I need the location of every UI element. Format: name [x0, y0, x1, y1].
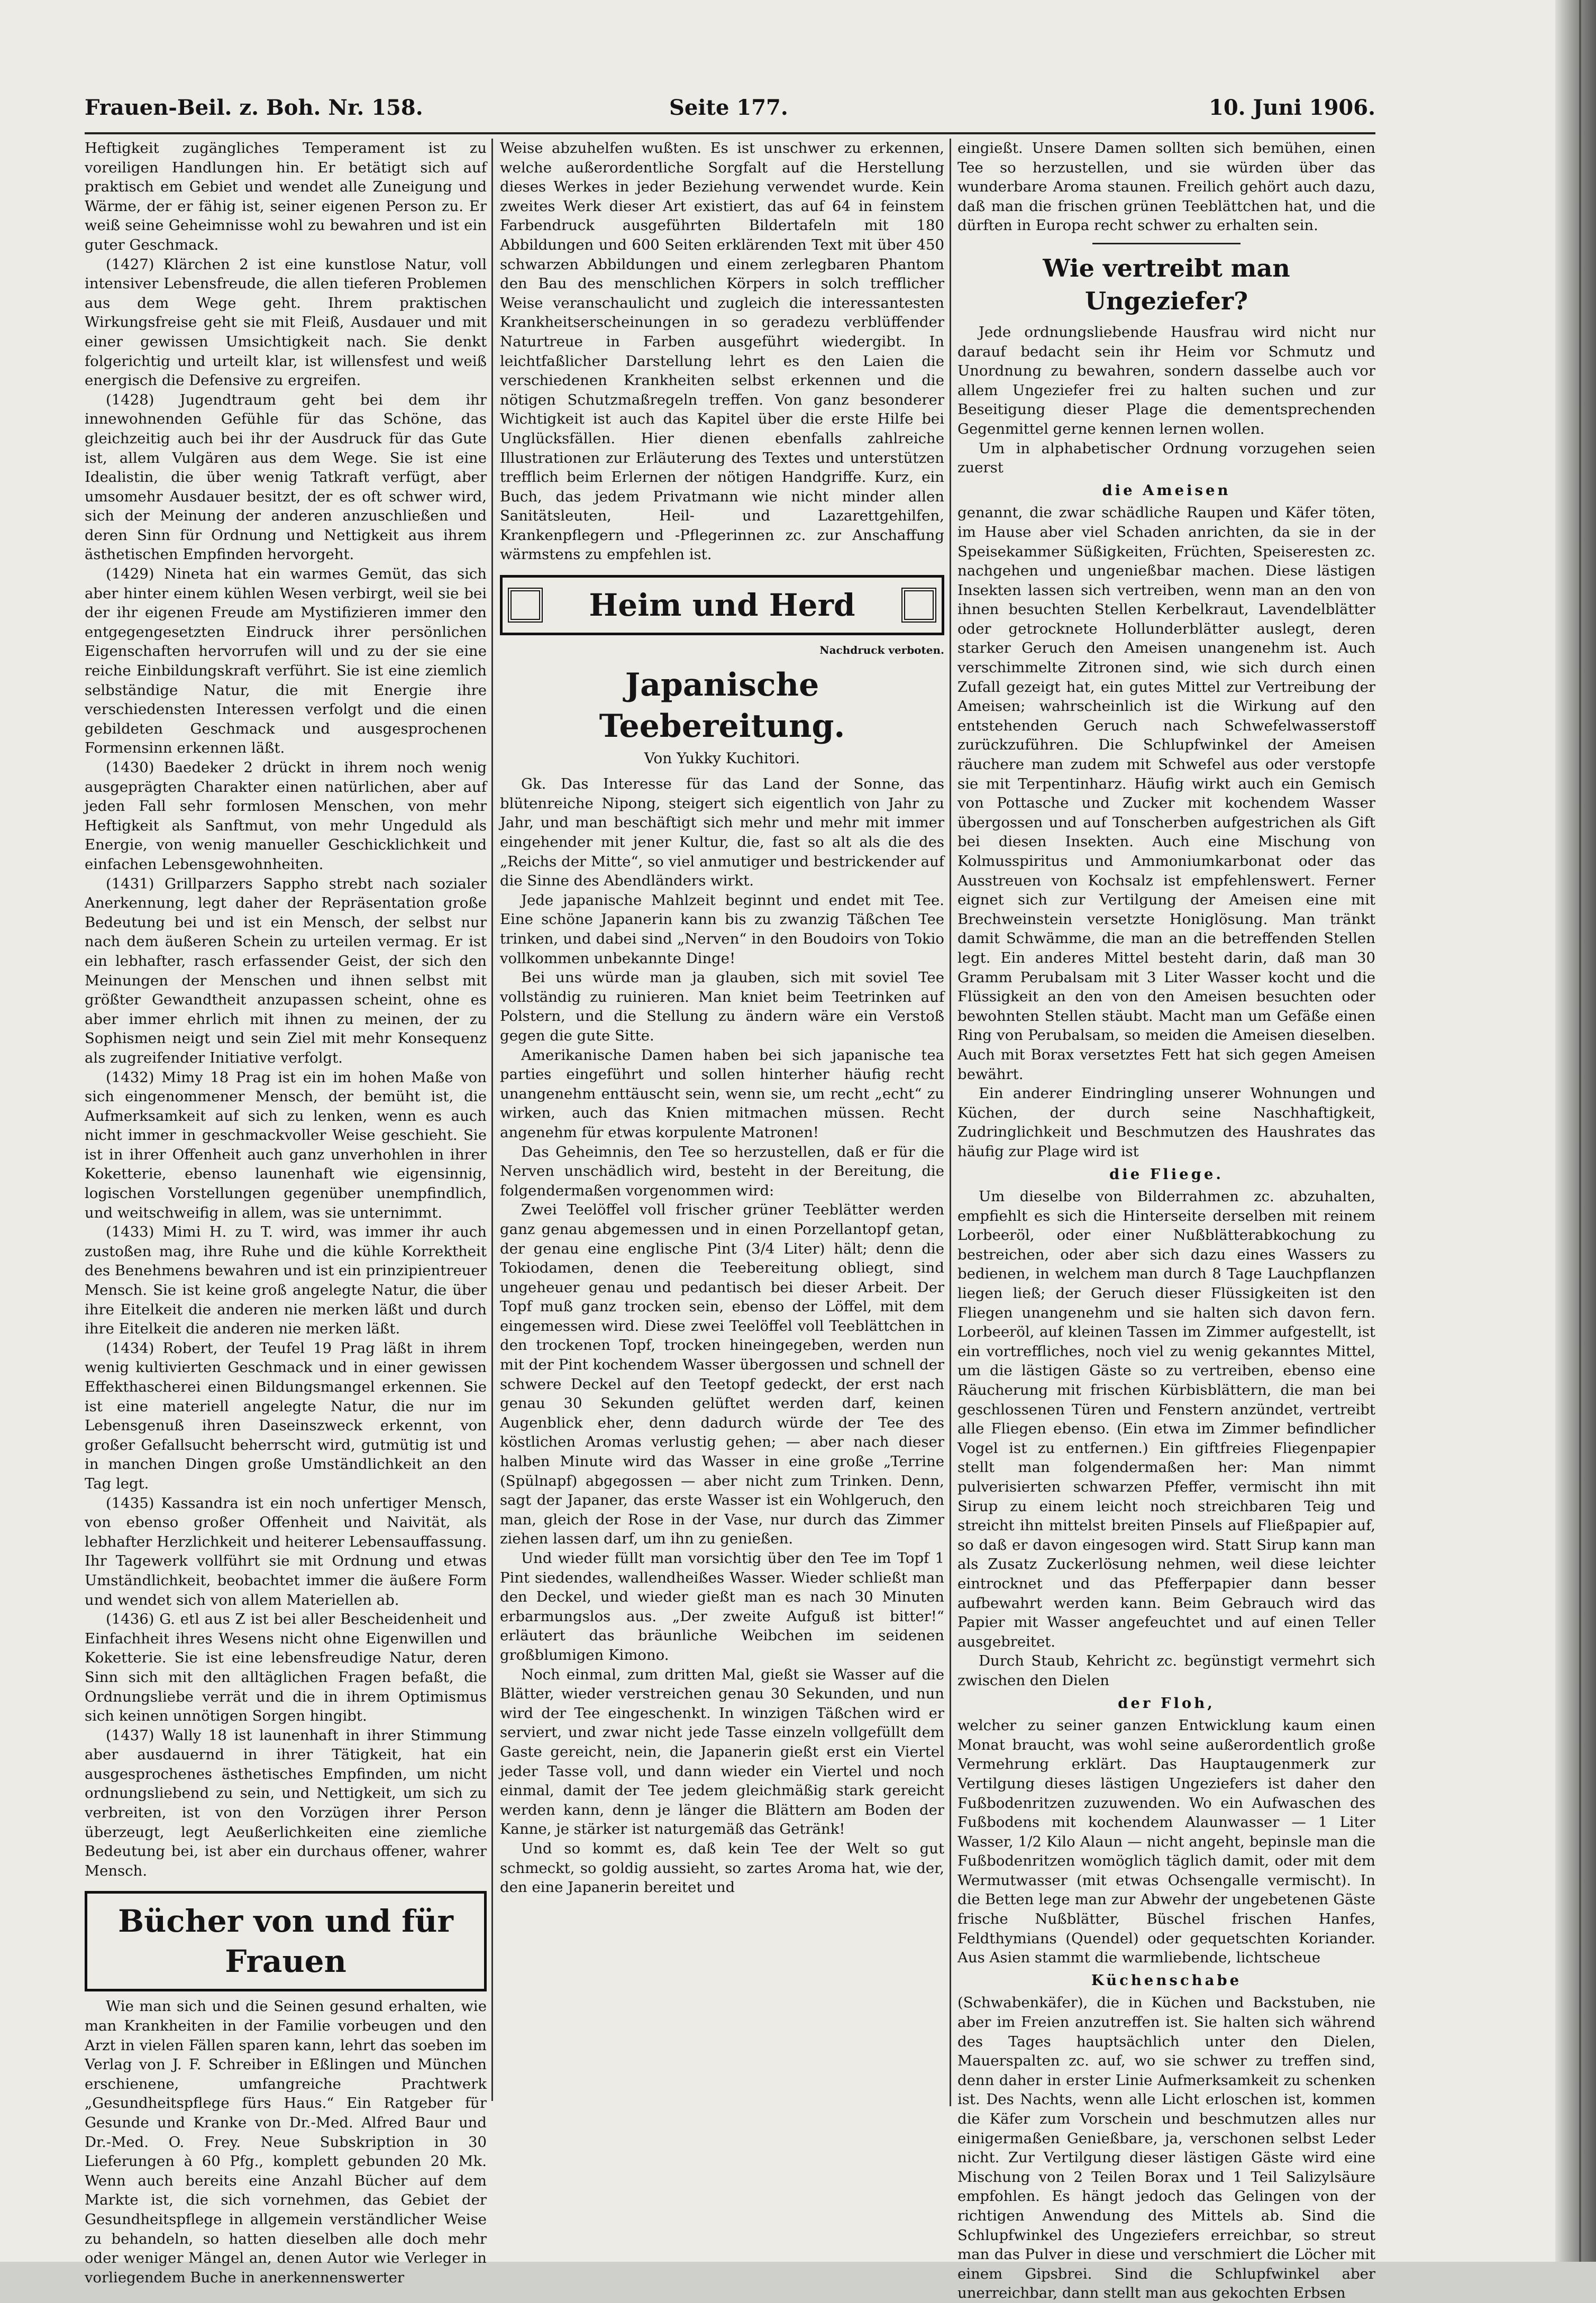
ornament-icon — [508, 588, 543, 623]
paragraph: (1431) Grillparzers Sappho strebt nach sozialer Anerkennung, legt daher der Repräsentation große Bedeutung bei und ist ein Mensch, der selbst nur nach dem äußeren Schein zu urteilen vermag. Er ist ein lebhafter, rasch erfassender Geist, der sich den Meinungen der Menschen und ihnen selbst mit größter Gewandtheit anzupassen scheint, ohne es aber immer ehrlich mit ihnen zu meinen, der zu Sophismen neigt und sein Ziel mit mehr Konsequenz als zugreifender Initiative verfolgt. — [85, 875, 487, 1066]
divider — [1092, 243, 1241, 244]
paragraph: Ein anderer Eindringling unserer Wohnungen und Küchen, der durch seine Naschhaftigkeit, Zudringlichkeit und Beschmutzen des Haushrates das häufig zur Plage wird ist — [957, 1085, 1375, 1160]
header-date: 10. Juni 1906. — [1209, 95, 1375, 120]
paragraph: Wie man sich und die Seinen gesund erhalten, wie man Krankheiten in der Familie vorbeugen und den Arzt in vielen Fällen sparen kann, lehrt das soeben im Verlag von J. F. Schreiber in Eßlingen und München erschienene, umfangreiche Prachtwerk „Gesundheitspflege fürs Haus.“ Ein Ratgeber für Gesunde und Kranke von Dr.-Med. Alfred Baur und Dr.-Med. O. Frey. Neue Subskription in 30 Lieferungen à 60 Pfg., komplett gebunden 20 Mk. Wenn auch bereits eine Anzahl Bücher auf dem Markte ist, die sich vornehmen, das Gebiet der Gesundheitspflege in allgemein verständlicher Weise zu behandeln, so hatten dieselben alle doch mehr oder weniger Mängel an, denen Autor wie Verleger in vorliegendem Buche in anerkennenswerter — [85, 1998, 487, 2286]
section-banner-books — [85, 1891, 487, 1991]
paragraph: welcher zu seiner ganzen Entwicklung kaum einen Monat braucht, was wohl seine außerordentlich große Vermehrung erklärt. Das Hauptaugenmerk zur Vertilgung dieses lästigen Ungeziefers ist daher den Fußbodenritzen zuzuwenden. Wo ein Aufwaschen des Fußbodens mit kochendem Alaunwasser — 1 Liter Wasser, 1/2 Kilo Alaun — nicht angeht, bepinsle man die Fußbodenritzen womöglich täglich damit, oder mit dem Wermutwasser (mit etwas Ochsengalle vermischt). In die Betten lege man zur Abwehr der ungebetenen Gäste frische Nußblätter, Büschel frischen Hanfes, Feldthymians (Quendel) oder gequetschten Koriander. Aus Asien stammt die warmliebende, lichtscheue — [957, 1717, 1375, 1967]
paragraph: Um in alphabetischer Ordnung vorzugehen seien zuerst — [957, 440, 1375, 477]
paragraph: Noch einmal, zum dritten Mal, gießt sie Wasser auf die Blätter, wieder verstreichen genau 30 Sekunden, und nun wird der Tee eingeschenkt. In winzigen Täßchen wird er serviert, und zwar nicht jede Tasse einzeln vollgefüllt dem Gaste gereicht, nein, die Japanerin gießt erst ein Viertel jeder Tasse voll, und dann wieder ein Viertel und noch einmal, damit der Tee jedem gleichmäßig stark gereicht werden kann, denn je länger die Blättern am Boden der Kanne, je stärker ist naturgemäß das Getränk! — [500, 1666, 944, 1838]
column-1 — [85, 139, 487, 2286]
subheading: der Floh, — [1118, 1694, 1215, 1712]
paragraph: (1434) Robert, der Teufel 19 Prag läßt in ihrem wenig kultivierten Geschmack und in einer gewissen Effekthascherei einen Bildungsmangel erkennen. Sie ist eine materiell angelegte Natur, die nur im Lebensgenuß ihren Daseinszweck erkennt, von großer Gefallsucht beherrscht wird, gutmütig ist und in manchen Dingen große Umständlichkeit an den Tag legt. — [85, 1339, 487, 1492]
column-separator — [950, 139, 951, 2106]
scan-shadow — [1555, 0, 1596, 2262]
header-rule — [85, 132, 1375, 134]
paragraph: (1430) Baedeker 2 drückt in ihrem noch wenig ausgeprägten Charakter einen natürlichen, aber auf jeden Fall sehr formlosen Menschen, von mehr Heftigkeit als Sanftmut, von mehr Ungeduld als Energie, von wenig manueller Geschicklichkeit und einfachen Lebensgewohnheiten. — [85, 759, 487, 873]
article-byline: Von Yukky Kuchitori. — [644, 749, 800, 767]
paragraph: Zwei Teelöffel voll frischer grüner Teeblätter werden ganz genau abgemessen und in einen Porzellantopf getan, der genau eine englische Pint (3/4 Liter) hält; denn die Tokiodamen, denen die Teebereitung obliegt, sind ungeheuer genau und pedantisch bei dieser Arbeit. Der Topf muß ganz trocken sein, ebenso der Löffel, mit dem eingemessen wird. Diese zwei Teelöffel voll Teeblättchen in den trockenen Topf, trocken hineingegeben, werden nun mit der Pint kochendem Wasser übergossen und schnell der schwere Deckel auf den Teetopf gedeckt, der erst nach genau 30 Sekunden gelüftet werden darf, keinen Augenblick eher, denn dadurch würde der Tee des köstlichen Aromas verlustig gehen; — aber nach dieser halben Minute wird das Wasser in eine große „Terrine (Spülnapf) abgegossen — aber nicht zum Trinken. Denn, sagt der Japaner, das erste Wasser ist ein Wohlgeruch, den man, gleich der Rose in der Vase, nur durch das Zimmer ziehen lassen darf, um ihn zu genießen. — [500, 1201, 944, 1548]
paragraph: Heftigkeit zugängliches Temperament ist zu voreiligen Handlungen hin. Er betätigt sich auf praktisch em Gebiet und wendet alle Zuneigung und Wärme, der er fähig ist, seiner eigenen Person zu. Er weiß seine Geheimnisse wohl zu bewahren und ist ein guter Geschmack. — [85, 140, 487, 253]
banner-title: Heim und Herd — [589, 587, 855, 624]
paragraph: eingießt. Unsere Damen sollten sich bemühen, einen Tee so herzustellen, und sie würden über das wunderbare Aroma staunen. Freilich gehört auch dazu, daß man die frischen grünen Teeblättchen hat, und die dürften in Europa recht schwer zu erhalten sein. — [957, 140, 1375, 234]
paragraph: (1427) Klärchen 2 ist eine kunstlose Natur, voll intensiver Lebensfreude, die allen tieferen Problemen aus dem Wege geht. Ihrem praktischen Wirkungsfreise geht sie mit Fleiß, Ausdauer und mit einer gewissen Umsichtigkeit nach. Sie denkt folgerichtig und urteilt klar, ist willensfest und weiß energisch die Defensive zu ergreifen. — [85, 255, 487, 389]
paragraph: Weise abzuhelfen wußten. Es ist unschwer zu erkennen, welche außerordentliche Sorgfalt auf die Herstellung dieses Werkes in jeder Beziehung verwendet wurde. Kein zweites Werk dieser Art existiert, das auf 64 in feinstem Farbendruck ausgeführten Bildertafeln mit 180 Abbildungen und 600 Seiten erklärenden Text mit über 450 schwarzen Abbildungen und einem zerlegbaren Phantom den Bau des menschlichen Körpers in solch trefflicher Weise veranschaulicht und zugleich die interessantesten Krankheitserscheinungen in so geradezu verblüffender Naturtreue in Farben ausgeführt wiedergibt. In leichtfaßlicher Darstellung lehrt es den Laien die verschiedenen Krankheiten selbst erkennen und die nötigen Schutzmaßregeln treffen. Von ganz besonderer Wichtigkeit ist auch das Kapitel über die erste Hilfe bei Unglücksfällen. Hier dienen ebenfalls zahlreiche Illustrationen zur Erläuterung des Textes und unterstützen trefflich beim Erlernen der nötigen Handgriffe. Kurz, ein Buch, das jedem Privatmann wie nicht minder allen Sanitätsleuten, Heil- und Lazarettgehilfen, Krankenpflegern und -Pflegerinnen zc. zur Anschaffung wärmstens zu empfehlen ist. — [500, 140, 944, 563]
column-2 — [500, 139, 944, 2117]
column-3 — [957, 139, 1375, 2302]
paragraph: Jede ordnungsliebende Hausfrau wird nicht nur darauf bedacht sein ihr Heim vor Schmutz und Unordnung zu bewahren, sondern dasselbe auch vor allem Ungeziefer frei zu halten suchen und zur Beseitigung dieser Plage die dementsprechenden Gegenmittel gerne kennen lernen wollen. — [957, 323, 1375, 437]
article-headline: Wie vertreibt man Ungeziefer? — [1043, 253, 1290, 315]
paragraph: (1432) Mimy 18 Prag ist ein im hohen Maße von sich eingenommener Mensch, der bemüht ist, die Aufmerksamkeit auf sich zu lenken, wenn es auch nicht immer in geschmackvoller Weise geschieht. Sie ist in ihrer Offenheit auch ganz unverhohlen in ihrer Koketterie, ebenso launenhaft wie eigensinnig, logischen Vorstellungen gegenüber unempfindlich, und weitschweifig in allem, was sie unternimmt. — [85, 1068, 487, 1221]
paragraph: Bei uns würde man ja glauben, sich mit soviel Tee vollständig zu ruinieren. Man kniet beim Teetrinken auf Polstern, und die Stellung zu ändern wäre ein Verstoß gegen die gute Sitte. — [500, 969, 944, 1044]
paragraph: Das Geheimnis, den Tee so herzustellen, daß er für die Nerven unschädlich wird, besteht in der Bereitung, die folgendermaßen vorgenommen wird: — [500, 1143, 944, 1199]
paragraph: Gk. Das Interesse für das Land der Sonne, das blütenreiche Nipong, steigert sich eigentlich von Jahr zu Jahr, und man beschäftigt sich mehr und mehr mit immer eingehender mit jener Kultur, die, fast so alt als die des „Reichs der Mitte“, so viel anmutiger und bestrickender auf die Sinne des Abendländers wirkt. — [500, 775, 944, 890]
reprint-notice: Nachdruck verboten. — [819, 644, 944, 657]
article-headline: Japanische Teebereitung. — [599, 666, 845, 745]
scan-edge — [1579, 0, 1581, 2262]
subheading: die Ameisen — [1102, 481, 1231, 499]
section-banner-heim-und-herd — [500, 575, 944, 635]
banner-title: Bücher von und für Frauen — [118, 1903, 453, 1980]
paragraph: Amerikanische Damen haben bei sich japanische tea parties eingeführt und sollen hinterher häufig recht unangenehm enttäuscht sein, wenn sie, um recht „echt“ zu wirken, auch das Knien mitmachen müssen. Recht angenehm für etwas korpulente Matronen! — [500, 1046, 944, 1141]
paragraph: Und wieder füllt man vorsichtig über den Tee im Topf 1 Pint siedendes, wallendheißes Wasser. Wieder schließt man den Deckel, und wieder gießt man es nach 30 Minuten erbarmungslos aus. „Der zweite Aufguß ist bitter!“ erläutert das bräunliche Weibchen im seidenen großblumigen Kimono. — [500, 1550, 944, 1664]
paragraph: Um dieselbe von Bilderrahmen zc. abzuhalten, empfiehlt es sich die Hinterseite derselben mit reinem Lorbeeröl, oder einer Nußblätterabkochung zu bestreichen, oder aber sich dazu eines Wassers zu bedienen, in welchem man durch 8 Tage Lauchpflanzen liegen ließ; der Geruch dieser Flüssigkeiten ist den Fliegen unangenehm und sie halten sich davon fern. Lorbeeröl, auf kleinen Tassen im Zimmer aufgestellt, ist ein vortreffliches, noch viel zu wenig gekanntes Mittel, um die lästigen Gäste so zu vertreiben, ebenso eine Räucherung mit frischen Kürbisblättern, die man bei geschlossenen Türen und Fenstern anzündet, vertreibt alle Fliegen ebenso. (Ein etwa im Zimmer befindlicher Vogel ist zu entfernen.) Ein giftfreies Fliegenpapier stellt man folgendermaßen her: Man nimmt pulverisierten schwarzen Pfeffer, vermischt ihn mit Sirup zu einem leicht noch streichbaren Teig und streicht ihn mittelst breiten Pinsels auf Fließpapier auf, so daß er davon eingesogen wird. Statt Sirup kann man als Zusatz Zuckerlösung nehmen, weil diese leichter eintrocknet und das Pfefferpapier dann besser aufbewahrt werden kann. Beim Gebrauch wird das Papier mit Wasser angefeuchtet und auf einen Teller ausgebreitet. — [957, 1188, 1375, 1650]
paragraph: (Schwabenkäfer), die in Küchen und Backstuben, nie aber im Freien anzutreffen ist. Sie halten sich während des Tages hauptsächlich unter den Dielen, Mauerspalten zc. auf, wo sie schwer zu treffen sind, denn daher in erster Linie Aufmerksamkeit zu schenken ist. Des Nachts, wenn alle Licht erloschen ist, kommen die Käfer zum Vorschein und beschmutzen alles nur einigermaßen Genießbare, ja, verschonen selbst Leder nicht. Zur Vertilgung dieser lästigen Gäste wird eine Mischung von 2 Teilen Borax und 1 Teil Salizylsäure empfohlen. Es hängt jedoch das Gelingen von der richtigen Anwendung des Mittels ab. Sind die Schlupfwinkel des Ungeziefers erreichbar, so streut man das Pulver in diese und verschmiert die Löcher mit einem Gipsbrei. Sind die Schlupfwinkel aber unerreichbar, dann stellt man aus gekochten Erbsen — [957, 1994, 1375, 2302]
subheading: die Fliege. — [1109, 1165, 1224, 1183]
column-separator — [491, 139, 493, 2101]
paragraph: Und so kommt es, daß kein Tee der Welt so gut schmeckt, so goldig aussieht, so zartes Aroma hat, wie der, den eine Japanerin bereitet und — [500, 1840, 944, 1896]
header-page-number: Seite 177. — [669, 95, 788, 120]
paragraph: (1429) Nineta hat ein warmes Gemüt, das sich aber hinter einem kühlen Wesen verbirgt, weil sie bei der ihr eigenen Freude am Mystifizieren immer den entgegengesetzten Eindruck ihrer persönlichen Eigenschaften hervorrufen will und zu der sie eine reiche Einbildungskraft verführt. Sie ist eine ziemlich selbständige Natur, die mit Energie ihre verschiedensten Interessen verfolgt und die einen gebildeten Geschmack und ausgesprochenen Formensinn erkennen läßt. — [85, 565, 487, 757]
ornament-icon — [901, 588, 936, 623]
paragraph: (1436) G. etl aus Z ist bei aller Bescheidenheit und Einfachheit ihres Wesens nicht ohne Eigenwillen und Koketterie. Sie ist eine lebensfreudige Natur, deren Sinn sich mit den alltäglichen Fragen befaßt, die Ordnungsliebe verrät und die in ihrem Optimismus sich keinen unnötigen Sorgen hingibt. — [85, 1611, 487, 1725]
paragraph: (1435) Kassandra ist ein noch unfertiger Mensch, von ebenso großer Offenheit und Naivität, als lebhafter Herzlichkeit und heiterer Lebensauffassung. Ihr Tagewerk vollführt sie mit Ordnung und etwas Umständlichkeit, beobachtet immer die äußere Form und wendet sich von allem Materiellen ab. — [85, 1494, 487, 1609]
page-header — [85, 90, 1375, 127]
paragraph: (1428) Jugendtraum geht bei dem ihr innewohnenden Gefühle für das Schöne, das gleichzeitig auch bei ihr der Ausdruck für das Gute ist, allem Vulgären aus dem Wege. Sie ist eine Idealistin, die über wenig Tatkraft verfügt, aber umsomehr Ausdauer besitzt, der es oft schwer wird, sich der Meinung der anderen anzuschließen und deren Sinn für Ordnung und Nettigkeit aus ihrem ästhetischen Empfinden hervorgeht. — [85, 391, 487, 563]
paragraph: genannt, die zwar schädliche Raupen und Käfer töten, im Hause aber viel Schaden anrichten, da sie in der Speisekammer Süßigkeiten, Früchten, Speiseresten zc. nachgehen und ungenießbar machen. Diese lästigen Insekten lassen sich vertreiben, wenn man an den von ihnen besuchten Stellen Kerbelkraut, Lavendelblätter oder getrocknete Hollunderblätter auslegt, deren starker Geruch den Ameisen unangenehm ist. Auch verschimmelte Zitronen sind, wie sich durch einen Zufall gezeigt hat, ein gutes Mittel zur Vertreibung der Ameisen; wahrscheinlich ist die Wirkung auf den entstehenden Geruch nach Schwefelwasserstoff zurückzuführen. Die Schlupfwinkel der Ameisen räuchere man zudem mit Schwefel aus oder verstopfe sie mit Terpentinharz. Häufig wirkt auch ein Gemisch von Pottasche und Zucker mit kochendem Wasser übergossen und auf Tonscherben aufgestrichen als Gift bei diesen Insekten. Auch eine Mischung von Kolmusspiritus und Ammoniumkarbonat oder das Ausstreuen von Kochsalz ist empfehlenswert. Ferner eignet sich zur Vertilgung der Ameisen eine mit Brechweinstein versetzte Honiglösung. Man tränkt damit Schwämme, die man an die betreffenden Stellen legt. Ein anderes Mittel besteht darin, daß man 30 Gramm Perubalsam mit 3 Liter Wasser kocht und die Flüssigkeit an den von den Ameisen besuchten oder bewohnten Stellen stäubt. Macht man um Gefäße einen Ring von Perubalsam, so meiden die Ameisen dieselben. Auch mit Borax versetztes Fett hat sich gegen Ameisen bewährt. — [957, 504, 1375, 1083]
paragraph: Durch Staub, Kehricht zc. begünstigt vermehrt sich zwischen den Dielen — [957, 1652, 1375, 1689]
paragraph: (1437) Wally 18 ist launenhaft in ihrer Stimmung aber ausdauernd in ihrer Tätigkeit, hat ein ausgesprochenes ästhetisches Empfinden, um nicht ordnungsliebend zu sein, und Nettigkeit, um sich zu verbreiten, ist von den Vorzügen ihrer Person überzeugt, legt Aeußerlichkeiten eine ziemliche Bedeutung bei, ist aber ein durchaus offener, wahrer Mensch. — [85, 1726, 487, 1879]
paragraph: Jede japanische Mahlzeit beginnt und endet mit Tee. Eine schöne Japanerin kann bis zu zwanzig Täßchen Tee trinken, und dabei sind „Nerven“ in den Boudoirs von Tokio vollkommen unbekannte Dinge! — [500, 891, 944, 967]
header-publication: Frauen-Beil. z. Boh. Nr. 158. — [85, 95, 423, 120]
subheading: Küchenschabe — [1091, 1971, 1242, 1989]
paragraph: (1433) Mimi H. zu T. wird, was immer ihr auch zustoßen mag, ihre Ruhe und die kühle Korrektheit des Benehmens bewahren und ist ein prinzipientreuer Mensch. Sie ist keine groß angelegte Natur, die über ihre Eitelkeit die anderen nie merken läßt und durch ihre Eitelkeit die anderen nie merken läßt. — [85, 1223, 487, 1338]
